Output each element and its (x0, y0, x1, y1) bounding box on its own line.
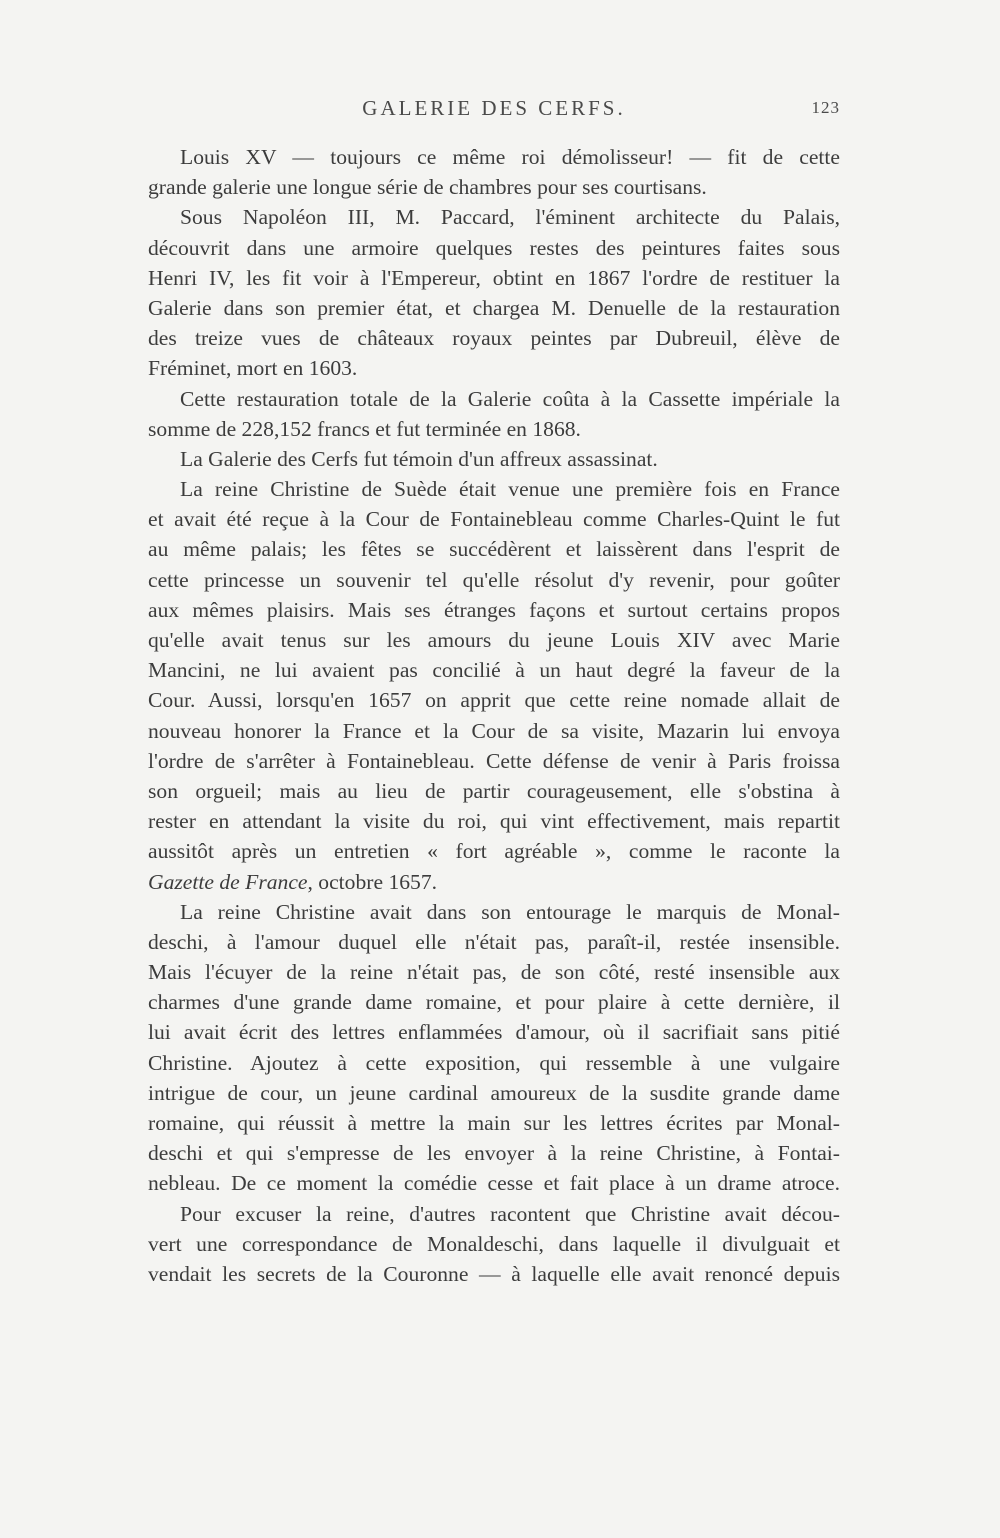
text-line: découvrit dans une armoire quelques restes des peintures faites sous (148, 235, 840, 260)
text-line: somme de 228,152 francs et fut terminée en 1868. (148, 416, 581, 441)
text-line: vert une correspondance de Monaldeschi, dans laquelle il divulguait et (148, 1231, 840, 1256)
text-line: Sous Napoléon III, M. Paccard, l'éminent architecte du Palais, (180, 205, 840, 230)
body-text (148, 142, 840, 1289)
text-line: Louis XV — toujours ce même roi démolisseur! — fit de cette (180, 145, 840, 169)
text-line: Mancini, ne lui avaient pas concilié à un haut degré la faveur de la (148, 658, 840, 683)
text-line: deschi et qui s'empresse de les envoyer à la reine Christine, à Fontai- (148, 1141, 840, 1166)
text-line: et avait été reçue à la Cour de Fontainebleau comme Charles-Quint le fut (148, 507, 840, 532)
text-line: Galerie dans son premier état, et chargea M. Denuelle de la restauration (148, 295, 840, 320)
text-line: nebleau. De ce moment la comédie cesse et fait place à un drame atroce. (148, 1171, 840, 1196)
text-line: La Galerie des Cerfs fut témoin d'un affreux assassinat. (180, 446, 658, 471)
text-line: lui avait écrit des lettres enflammées d'amour, où il sacrifiait sans pitié (148, 1020, 840, 1045)
text-line: Pour excuser la reine, d'autres racontent que Christine avait décou- (180, 1201, 840, 1226)
text-line: des treize vues de châteaux royaux peintes par Dubreuil, élève de (148, 326, 840, 351)
running-head (148, 96, 840, 136)
text-line (148, 867, 840, 897)
text-line: La reine Christine de Suède était venue une première fois en France (180, 477, 840, 502)
text-line: Cour. Aussi, lorsqu'en 1657 on apprit que cette reine nomade allait de (148, 688, 840, 713)
text-line: deschi, à l'amour duquel elle n'était pas, paraît-il, restée insensible. (148, 929, 840, 954)
text-line: grande galerie une longue série de chambres pour ses courtisans. (148, 175, 707, 200)
text-line: rester en attendant la visite du roi, qui vint effectivement, mais repartit (148, 809, 840, 834)
running-title: GALERIE DES CERFS. (362, 96, 626, 120)
text-line: au même palais; les fêtes se succédèrent et laissèrent dans l'esprit de (148, 537, 840, 562)
text-line: Mais l'écuyer de la reine n'était pas, de son côté, resté insensible aux (148, 960, 840, 985)
text-line: intrigue de cour, un jeune cardinal amoureux de la susdite grande dame (148, 1080, 840, 1105)
text-line: nouveau honorer la France et la Cour de sa visite, Mazarin lui envoya (148, 718, 840, 743)
text-line: charmes d'une grande dame romaine, et pour plaire à cette dernière, il (148, 990, 840, 1015)
text-line: Christine. Ajoutez à cette exposition, qui ressemble à une vulgaire (148, 1050, 840, 1075)
text-line: qu'elle avait tenus sur les amours du jeune Louis XIV avec Marie (148, 628, 840, 652)
text-line: son orgueil; mais au lieu de partir courageusement, elle s'obstina à (148, 778, 840, 803)
page-number: 123 (811, 98, 840, 117)
text-line: aussitôt après un entretien « fort agréable », comme le raconte la (148, 839, 840, 864)
text-line: romaine, qui réussit à mettre la main sur les lettres écrites par Monal- (148, 1111, 840, 1135)
text-line: Fréminet, mort en 1603. (148, 356, 358, 381)
line-text: , octobre 1657. (307, 869, 438, 894)
text-line: aux mêmes plaisirs. Mais ses étranges façons et surtout certains propos (148, 597, 840, 622)
text-line: vendait les secrets de la Couronne — à laquelle elle avait renoncé depuis (148, 1261, 840, 1286)
text-line: Cette restauration totale de la Galerie coûta à la Cassette impériale la (180, 386, 840, 411)
text-line: cette princesse un souvenir tel qu'elle résolut d'y revenir, pour goûter (148, 567, 840, 592)
text-line: l'ordre de s'arrêter à Fontainebleau. Cette défense de venir à Paris froissa (148, 748, 840, 773)
text-line: La reine Christine avait dans son entourage le marquis de Monal- (180, 899, 840, 924)
text-line: Henri IV, les fit voir à l'Empereur, obtint en 1867 l'ordre de restituer la (148, 265, 840, 290)
italic-title: Gazette de France (148, 869, 308, 894)
